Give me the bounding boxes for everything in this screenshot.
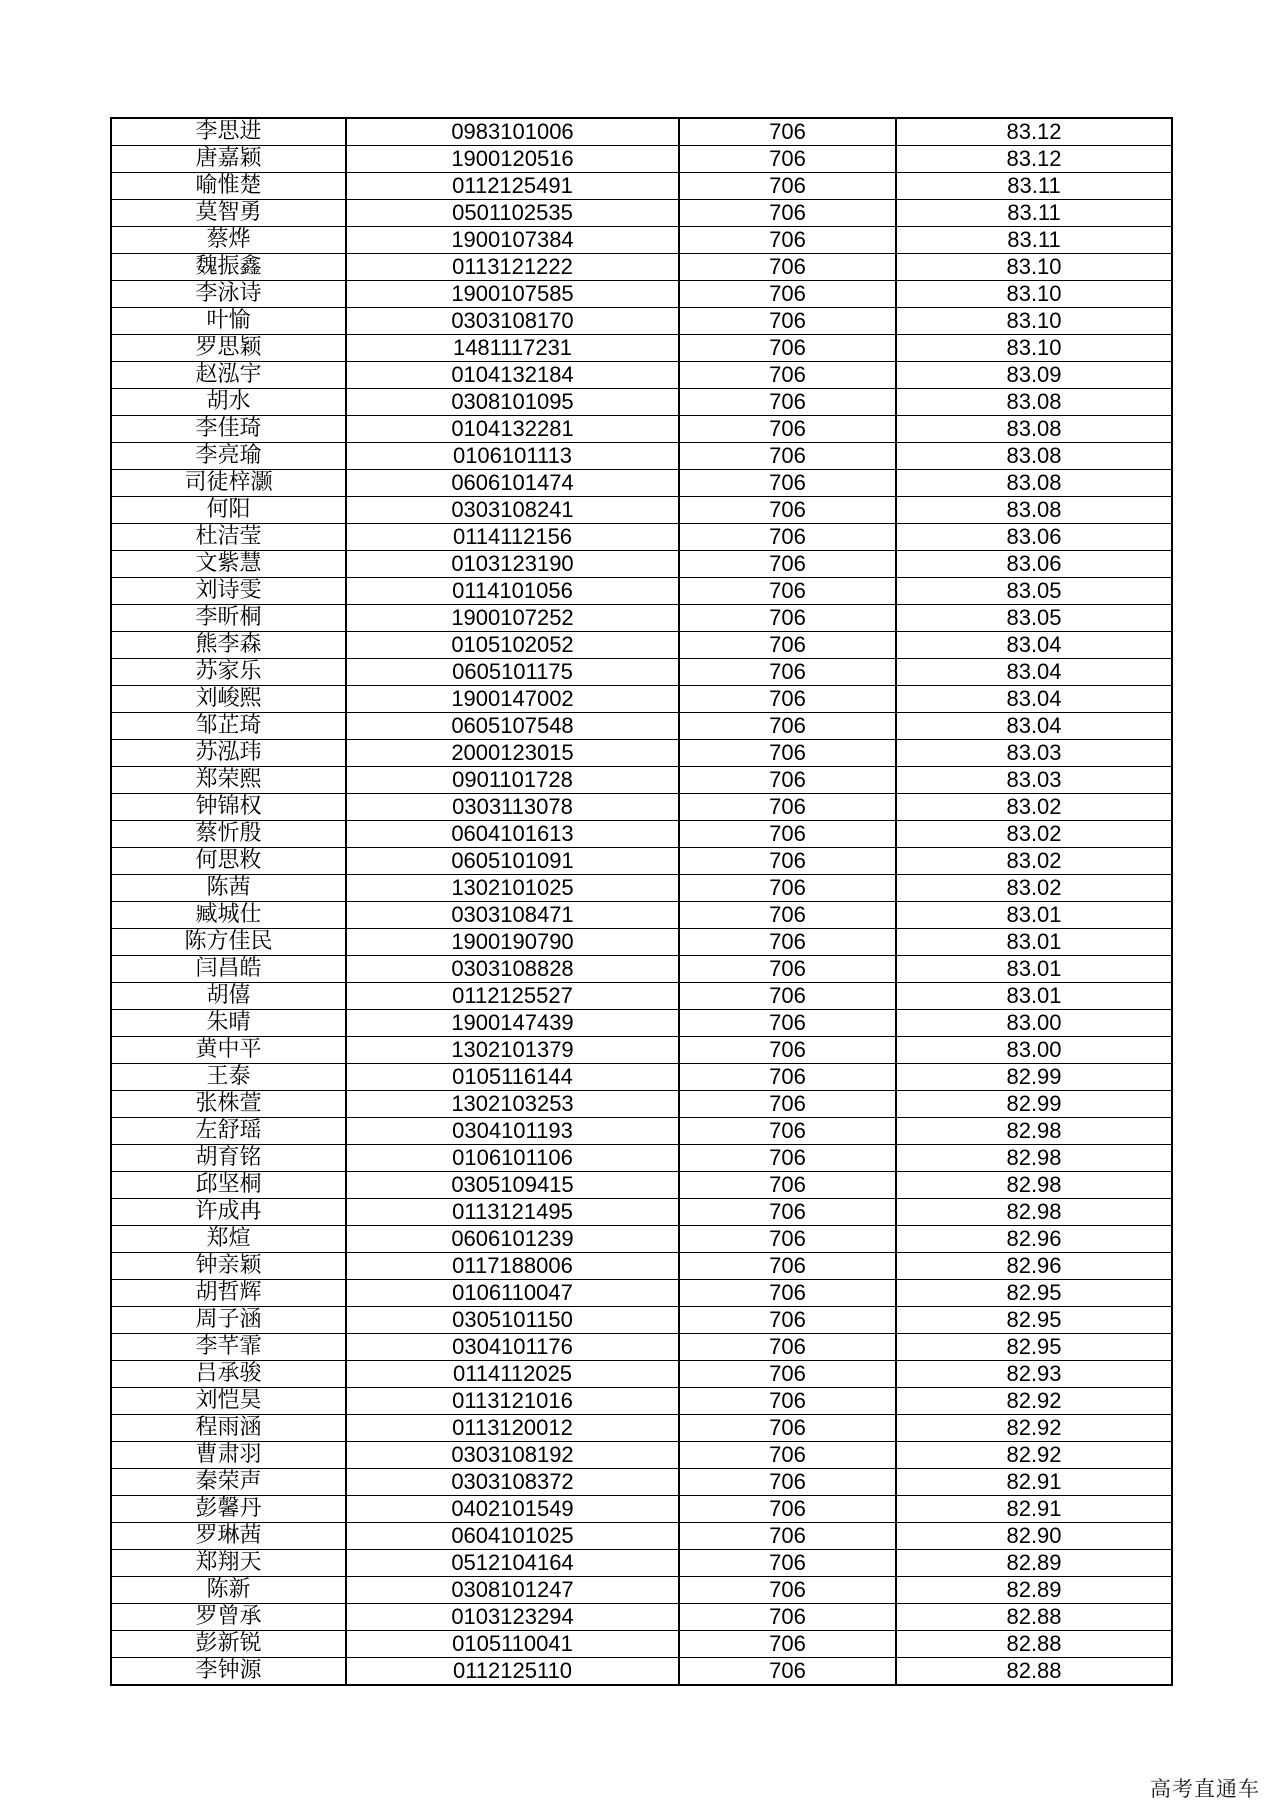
code-cell: 706 — [679, 497, 896, 524]
name-cell: 喻惟楚 — [111, 173, 346, 200]
score-cell: 83.02 — [896, 821, 1172, 848]
score-cell: 83.10 — [896, 335, 1172, 362]
name-cell: 钟亲颖 — [111, 1253, 346, 1280]
table-row — [111, 1523, 1172, 1550]
code-cell: 706 — [679, 875, 896, 902]
name-cell: 闫昌皓 — [111, 956, 346, 983]
exam-number-cell: 0606101474 — [346, 470, 679, 497]
code-cell: 706 — [679, 1334, 896, 1361]
exam-number-cell: 0112125110 — [346, 1658, 679, 1686]
table-row — [111, 1064, 1172, 1091]
code-cell: 706 — [679, 1253, 896, 1280]
name-cell: 熊李森 — [111, 632, 346, 659]
score-cell: 83.01 — [896, 929, 1172, 956]
code-cell: 706 — [679, 173, 896, 200]
code-cell: 706 — [679, 470, 896, 497]
table-row — [111, 1307, 1172, 1334]
name-cell: 钟锦权 — [111, 794, 346, 821]
code-cell: 706 — [679, 659, 896, 686]
table-row — [111, 416, 1172, 443]
score-cell: 83.04 — [896, 686, 1172, 713]
exam-number-cell: 0604101025 — [346, 1523, 679, 1550]
exam-number-cell: 0103123294 — [346, 1604, 679, 1631]
score-cell: 83.03 — [896, 767, 1172, 794]
score-cell: 83.01 — [896, 902, 1172, 929]
name-cell: 刘峻熙 — [111, 686, 346, 713]
code-cell: 706 — [679, 605, 896, 632]
code-cell: 706 — [679, 308, 896, 335]
exam-number-cell: 0303108828 — [346, 956, 679, 983]
name-cell: 苏家乐 — [111, 659, 346, 686]
name-cell: 赵泓宇 — [111, 362, 346, 389]
code-cell: 706 — [679, 362, 896, 389]
name-cell: 吕承骏 — [111, 1361, 346, 1388]
table-row — [111, 1388, 1172, 1415]
score-cell: 83.08 — [896, 389, 1172, 416]
name-cell: 叶愉 — [111, 308, 346, 335]
table-row — [111, 686, 1172, 713]
score-cell: 83.12 — [896, 146, 1172, 173]
code-cell: 706 — [679, 335, 896, 362]
code-cell: 706 — [679, 1037, 896, 1064]
name-cell: 何思敉 — [111, 848, 346, 875]
exam-number-cell: 0104132281 — [346, 416, 679, 443]
score-cell: 83.10 — [896, 281, 1172, 308]
table-row — [111, 1469, 1172, 1496]
score-table — [110, 117, 1173, 1686]
code-cell: 706 — [679, 1064, 896, 1091]
name-cell: 罗思颖 — [111, 335, 346, 362]
name-cell: 张株萱 — [111, 1091, 346, 1118]
exam-number-cell: 1900147002 — [346, 686, 679, 713]
table-row — [111, 308, 1172, 335]
code-cell: 706 — [679, 983, 896, 1010]
score-cell: 82.88 — [896, 1631, 1172, 1658]
table-row — [111, 1172, 1172, 1199]
watermark-text: 高考直通车 — [1150, 1777, 1260, 1801]
exam-number-cell: 0113121495 — [346, 1199, 679, 1226]
code-cell: 706 — [679, 1415, 896, 1442]
exam-number-cell: 0606101239 — [346, 1226, 679, 1253]
score-cell: 82.96 — [896, 1226, 1172, 1253]
code-cell: 706 — [679, 1604, 896, 1631]
code-cell: 706 — [679, 443, 896, 470]
name-cell: 莫智勇 — [111, 200, 346, 227]
table-row — [111, 1145, 1172, 1172]
table-row — [111, 362, 1172, 389]
code-cell: 706 — [679, 1172, 896, 1199]
score-cell: 82.98 — [896, 1199, 1172, 1226]
code-cell: 706 — [679, 578, 896, 605]
exam-number-cell: 0103123190 — [346, 551, 679, 578]
exam-number-cell: 0117188006 — [346, 1253, 679, 1280]
code-cell: 706 — [679, 740, 896, 767]
exam-number-cell: 0512104164 — [346, 1550, 679, 1577]
code-cell: 706 — [679, 146, 896, 173]
name-cell: 秦荣声 — [111, 1469, 346, 1496]
score-cell: 82.93 — [896, 1361, 1172, 1388]
exam-number-cell: 0304101176 — [346, 1334, 679, 1361]
name-cell: 刘诗雯 — [111, 578, 346, 605]
table-row — [111, 1118, 1172, 1145]
exam-number-cell: 1900107252 — [346, 605, 679, 632]
table-row — [111, 956, 1172, 983]
name-cell: 郑煊 — [111, 1226, 346, 1253]
table-row — [111, 1550, 1172, 1577]
exam-number-cell: 0105110041 — [346, 1631, 679, 1658]
table-row — [111, 1496, 1172, 1523]
score-cell: 82.98 — [896, 1118, 1172, 1145]
exam-number-cell: 0303108372 — [346, 1469, 679, 1496]
table-row — [111, 983, 1172, 1010]
exam-number-cell: 0305109415 — [346, 1172, 679, 1199]
exam-number-cell: 1900107585 — [346, 281, 679, 308]
name-cell: 苏泓玮 — [111, 740, 346, 767]
table-row — [111, 1442, 1172, 1469]
code-cell: 706 — [679, 1550, 896, 1577]
table-row — [111, 713, 1172, 740]
exam-number-cell: 0113120012 — [346, 1415, 679, 1442]
name-cell: 臧城仕 — [111, 902, 346, 929]
score-cell: 82.89 — [896, 1577, 1172, 1604]
exam-number-cell: 1302101379 — [346, 1037, 679, 1064]
table-row — [111, 497, 1172, 524]
code-cell: 706 — [679, 632, 896, 659]
table-row — [111, 848, 1172, 875]
score-cell: 83.05 — [896, 605, 1172, 632]
table-row — [111, 659, 1172, 686]
name-cell: 蔡烨 — [111, 227, 346, 254]
table-row — [111, 1577, 1172, 1604]
exam-number-cell: 0105116144 — [346, 1064, 679, 1091]
score-cell: 82.99 — [896, 1064, 1172, 1091]
code-cell: 706 — [679, 1496, 896, 1523]
exam-number-cell: 0901101728 — [346, 767, 679, 794]
exam-number-cell: 0305101150 — [346, 1307, 679, 1334]
code-cell: 706 — [679, 1658, 896, 1686]
name-cell: 杜洁莹 — [111, 524, 346, 551]
table-row — [111, 524, 1172, 551]
code-cell: 706 — [679, 1010, 896, 1037]
table-row — [111, 1631, 1172, 1658]
name-cell: 胡僖 — [111, 983, 346, 1010]
name-cell: 陈方佳民 — [111, 929, 346, 956]
exam-number-cell: 0303113078 — [346, 794, 679, 821]
code-cell: 706 — [679, 227, 896, 254]
name-cell: 李昕桐 — [111, 605, 346, 632]
score-cell: 82.88 — [896, 1604, 1172, 1631]
code-cell: 706 — [679, 1307, 896, 1334]
score-cell: 83.08 — [896, 497, 1172, 524]
score-cell: 83.05 — [896, 578, 1172, 605]
code-cell: 706 — [679, 956, 896, 983]
score-cell: 82.92 — [896, 1415, 1172, 1442]
exam-number-cell: 0402101549 — [346, 1496, 679, 1523]
exam-number-cell: 1900190790 — [346, 929, 679, 956]
exam-number-cell: 0106101106 — [346, 1145, 679, 1172]
code-cell: 706 — [679, 794, 896, 821]
code-cell: 706 — [679, 524, 896, 551]
score-cell: 82.92 — [896, 1442, 1172, 1469]
score-cell: 83.08 — [896, 470, 1172, 497]
name-cell: 胡水 — [111, 389, 346, 416]
code-cell: 706 — [679, 1280, 896, 1307]
name-cell: 蔡忻殷 — [111, 821, 346, 848]
table-row — [111, 794, 1172, 821]
name-cell: 胡育铭 — [111, 1145, 346, 1172]
code-cell: 706 — [679, 1523, 896, 1550]
name-cell: 李思进 — [111, 118, 346, 146]
table-row — [111, 767, 1172, 794]
name-cell: 李芊霏 — [111, 1334, 346, 1361]
exam-number-cell: 0113121016 — [346, 1388, 679, 1415]
score-cell: 83.10 — [896, 254, 1172, 281]
exam-number-cell: 0112125491 — [346, 173, 679, 200]
exam-number-cell: 1302103253 — [346, 1091, 679, 1118]
table-row — [111, 389, 1172, 416]
exam-number-cell: 0114101056 — [346, 578, 679, 605]
code-cell: 706 — [679, 1631, 896, 1658]
name-cell: 曹肃羽 — [111, 1442, 346, 1469]
code-cell: 706 — [679, 416, 896, 443]
exam-number-cell: 0303108192 — [346, 1442, 679, 1469]
score-cell: 82.88 — [896, 1658, 1172, 1686]
table-row — [111, 1091, 1172, 1118]
name-cell: 程雨涵 — [111, 1415, 346, 1442]
exam-number-cell: 0304101193 — [346, 1118, 679, 1145]
exam-number-cell: 0114112156 — [346, 524, 679, 551]
score-cell: 82.99 — [896, 1091, 1172, 1118]
exam-number-cell: 0303108170 — [346, 308, 679, 335]
score-cell: 83.03 — [896, 740, 1172, 767]
code-cell: 706 — [679, 254, 896, 281]
name-cell: 文紫慧 — [111, 551, 346, 578]
name-cell: 刘恺昊 — [111, 1388, 346, 1415]
exam-number-cell: 1900120516 — [346, 146, 679, 173]
code-cell: 706 — [679, 1145, 896, 1172]
score-cell: 83.00 — [896, 1037, 1172, 1064]
table-row — [111, 1334, 1172, 1361]
name-cell: 陈新 — [111, 1577, 346, 1604]
score-cell: 82.95 — [896, 1280, 1172, 1307]
table-row — [111, 605, 1172, 632]
score-cell: 83.01 — [896, 956, 1172, 983]
score-cell: 82.95 — [896, 1307, 1172, 1334]
score-cell: 83.04 — [896, 713, 1172, 740]
name-cell: 彭新锐 — [111, 1631, 346, 1658]
code-cell: 706 — [679, 1577, 896, 1604]
code-cell: 706 — [679, 281, 896, 308]
score-cell: 83.04 — [896, 659, 1172, 686]
table-row — [111, 902, 1172, 929]
table-row — [111, 1658, 1172, 1686]
score-cell: 82.89 — [896, 1550, 1172, 1577]
table-row — [111, 1037, 1172, 1064]
table-row — [111, 1226, 1172, 1253]
exam-number-cell: 2000123015 — [346, 740, 679, 767]
score-cell: 83.01 — [896, 983, 1172, 1010]
name-cell: 王泰 — [111, 1064, 346, 1091]
code-cell: 706 — [679, 1361, 896, 1388]
table-row — [111, 821, 1172, 848]
score-cell: 82.91 — [896, 1496, 1172, 1523]
exam-number-cell: 1302101025 — [346, 875, 679, 902]
score-cell: 83.08 — [896, 416, 1172, 443]
table-row — [111, 632, 1172, 659]
table-row — [111, 740, 1172, 767]
code-cell: 706 — [679, 821, 896, 848]
table-row — [111, 146, 1172, 173]
exam-number-cell: 0303108241 — [346, 497, 679, 524]
score-cell: 82.91 — [896, 1469, 1172, 1496]
score-cell: 83.00 — [896, 1010, 1172, 1037]
name-cell: 唐嘉颖 — [111, 146, 346, 173]
exam-number-cell: 0308101095 — [346, 389, 679, 416]
exam-number-cell: 0106101113 — [346, 443, 679, 470]
score-cell: 82.98 — [896, 1145, 1172, 1172]
code-cell: 706 — [679, 200, 896, 227]
code-cell: 706 — [679, 713, 896, 740]
name-cell: 黄中平 — [111, 1037, 346, 1064]
exam-number-cell: 0112125527 — [346, 983, 679, 1010]
name-cell: 李泳诗 — [111, 281, 346, 308]
table-row — [111, 875, 1172, 902]
table-row — [111, 1415, 1172, 1442]
exam-number-cell: 0308101247 — [346, 1577, 679, 1604]
table-row — [111, 1361, 1172, 1388]
table-row — [111, 551, 1172, 578]
score-cell: 83.02 — [896, 875, 1172, 902]
table-row — [111, 227, 1172, 254]
score-cell: 83.12 — [896, 118, 1172, 146]
table-row — [111, 173, 1172, 200]
exam-number-cell: 0113121222 — [346, 254, 679, 281]
score-cell: 83.11 — [896, 227, 1172, 254]
exam-number-cell: 0604101613 — [346, 821, 679, 848]
exam-number-cell: 0983101006 — [346, 118, 679, 146]
score-cell: 83.11 — [896, 200, 1172, 227]
code-cell: 706 — [679, 1469, 896, 1496]
exam-number-cell: 0605101175 — [346, 659, 679, 686]
code-cell: 706 — [679, 1442, 896, 1469]
name-cell: 胡哲辉 — [111, 1280, 346, 1307]
name-cell: 左舒瑶 — [111, 1118, 346, 1145]
name-cell: 郑翔天 — [111, 1550, 346, 1577]
table-row — [111, 200, 1172, 227]
exam-number-cell: 0104132184 — [346, 362, 679, 389]
score-cell: 82.98 — [896, 1172, 1172, 1199]
score-cell: 82.96 — [896, 1253, 1172, 1280]
score-cell: 83.02 — [896, 848, 1172, 875]
name-cell: 邱坚桐 — [111, 1172, 346, 1199]
name-cell: 魏振鑫 — [111, 254, 346, 281]
name-cell: 许成冉 — [111, 1199, 346, 1226]
name-cell: 邹芷琦 — [111, 713, 346, 740]
table-row — [111, 281, 1172, 308]
score-cell: 82.92 — [896, 1388, 1172, 1415]
exam-number-cell: 0114112025 — [346, 1361, 679, 1388]
exam-number-cell: 0106110047 — [346, 1280, 679, 1307]
score-cell: 83.11 — [896, 173, 1172, 200]
code-cell: 706 — [679, 551, 896, 578]
name-cell: 李佳琦 — [111, 416, 346, 443]
table-row — [111, 443, 1172, 470]
code-cell: 706 — [679, 1388, 896, 1415]
code-cell: 706 — [679, 118, 896, 146]
code-cell: 706 — [679, 1118, 896, 1145]
table-row — [111, 1010, 1172, 1037]
code-cell: 706 — [679, 1199, 896, 1226]
code-cell: 706 — [679, 929, 896, 956]
name-cell: 彭馨丹 — [111, 1496, 346, 1523]
name-cell: 郑荣熙 — [111, 767, 346, 794]
exam-number-cell: 0501102535 — [346, 200, 679, 227]
table-row — [111, 1280, 1172, 1307]
exam-number-cell: 0605107548 — [346, 713, 679, 740]
exam-number-cell: 0105102052 — [346, 632, 679, 659]
score-cell: 83.10 — [896, 308, 1172, 335]
score-cell: 83.02 — [896, 794, 1172, 821]
score-cell: 83.08 — [896, 443, 1172, 470]
score-cell: 83.06 — [896, 551, 1172, 578]
table-row — [111, 1253, 1172, 1280]
exam-number-cell: 1481117231 — [346, 335, 679, 362]
table-row — [111, 1604, 1172, 1631]
exam-number-cell: 1900147439 — [346, 1010, 679, 1037]
name-cell: 司徒梓灏 — [111, 470, 346, 497]
score-cell: 83.04 — [896, 632, 1172, 659]
code-cell: 706 — [679, 686, 896, 713]
score-table-body — [111, 118, 1172, 1685]
table-row — [111, 118, 1172, 146]
table-row — [111, 929, 1172, 956]
name-cell: 陈茜 — [111, 875, 346, 902]
code-cell: 706 — [679, 1091, 896, 1118]
table-row — [111, 254, 1172, 281]
name-cell: 李亮瑜 — [111, 443, 346, 470]
table-row — [111, 1199, 1172, 1226]
code-cell: 706 — [679, 767, 896, 794]
exam-number-cell: 0605101091 — [346, 848, 679, 875]
exam-number-cell: 0303108471 — [346, 902, 679, 929]
score-cell: 82.90 — [896, 1523, 1172, 1550]
name-cell: 李钟源 — [111, 1658, 346, 1686]
name-cell: 朱晴 — [111, 1010, 346, 1037]
table-row — [111, 335, 1172, 362]
name-cell: 罗曾承 — [111, 1604, 346, 1631]
score-cell: 82.95 — [896, 1334, 1172, 1361]
table-row — [111, 578, 1172, 605]
name-cell: 周子涵 — [111, 1307, 346, 1334]
code-cell: 706 — [679, 389, 896, 416]
code-cell: 706 — [679, 1226, 896, 1253]
exam-number-cell: 1900107384 — [346, 227, 679, 254]
score-cell: 83.06 — [896, 524, 1172, 551]
name-cell: 何阳 — [111, 497, 346, 524]
code-cell: 706 — [679, 848, 896, 875]
code-cell: 706 — [679, 902, 896, 929]
name-cell: 罗琳茜 — [111, 1523, 346, 1550]
score-cell: 83.09 — [896, 362, 1172, 389]
table-row — [111, 470, 1172, 497]
